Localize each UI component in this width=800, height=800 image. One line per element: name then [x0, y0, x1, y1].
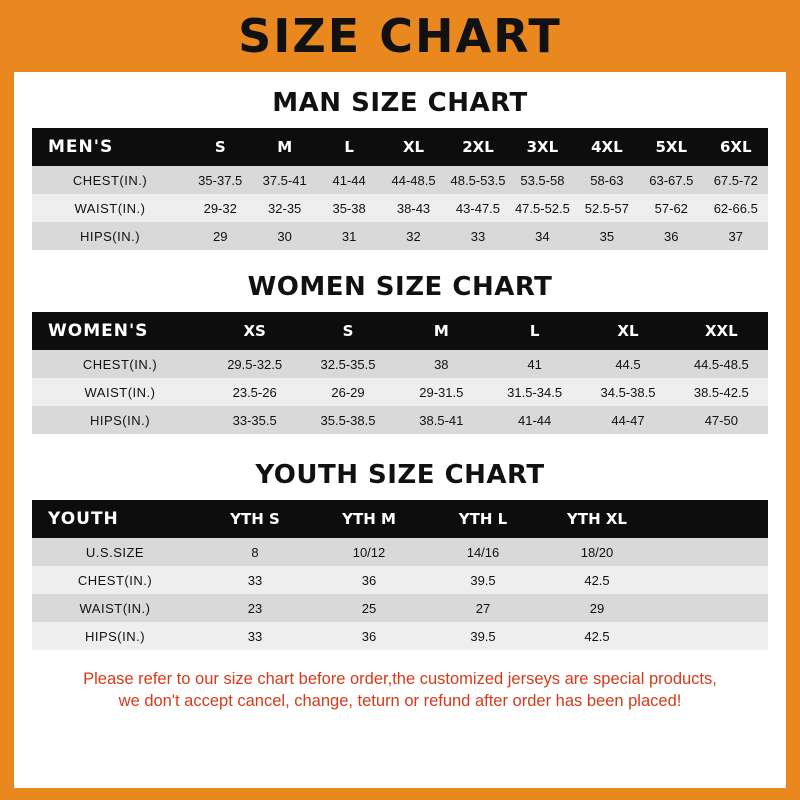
col-header: M — [433, 322, 449, 340]
women-size-table — [32, 312, 768, 434]
cell: 29 — [212, 228, 228, 244]
col-header — [654, 500, 768, 538]
col-header: L — [529, 322, 540, 340]
table-header-row — [32, 312, 768, 350]
cell: 41 — [527, 356, 542, 372]
cell: 31.5-34.5 — [507, 384, 563, 400]
cell: 23 — [247, 600, 263, 616]
cell: 38.5-42.5 — [693, 384, 749, 400]
note-line-1: Please refer to our size chart before order,the customized jerseys are special products, — [83, 670, 717, 688]
cell: 30 — [277, 228, 292, 244]
table-header-row — [32, 500, 768, 538]
cell: 27 — [475, 600, 491, 616]
bottom-accent-bar — [0, 788, 800, 800]
cell: 38.5-41 — [419, 412, 464, 428]
col-header: XXL — [704, 322, 738, 340]
cell: 52.5-57 — [584, 200, 629, 216]
cell: 53.5-58 — [520, 172, 565, 188]
cell — [654, 622, 768, 650]
cell: 38-43 — [396, 200, 431, 216]
cell: 34.5-38.5 — [600, 384, 656, 400]
women-section — [14, 272, 786, 434]
men-size-table — [32, 128, 768, 250]
cell: 38 — [434, 356, 449, 372]
col-header: YTH XL — [567, 510, 627, 528]
cell: 57-62 — [654, 200, 688, 216]
row-label: CHEST(IN.) — [82, 356, 158, 372]
cell: 44-47 — [611, 412, 645, 428]
cell: 32-35 — [268, 200, 302, 216]
row-label: HIPS(IN.) — [84, 628, 146, 644]
cell: 32 — [406, 228, 421, 244]
men-section-title: MAN SIZE CHART — [272, 88, 528, 118]
cell: 29-31.5 — [419, 384, 464, 400]
youth-section — [14, 460, 786, 650]
col-header: M — [277, 138, 293, 156]
row-label: HIPS(IN.) — [79, 228, 141, 244]
row-label: WAIST(IN.) — [74, 200, 146, 216]
cell: 33-35.5 — [232, 412, 277, 428]
row-label: CHEST(IN.) — [77, 572, 153, 588]
cell — [654, 594, 768, 622]
col-header: YTH L — [458, 510, 508, 528]
note-line-2: we don't accept cancel, change, teturn or refund after order has been placed! — [118, 692, 682, 711]
row-label: U.S.SIZE — [85, 544, 145, 560]
col-header: 6XL — [719, 138, 752, 156]
col-header: YTH S — [230, 510, 280, 528]
col-header: MEN'S — [48, 137, 114, 157]
cell: 8 — [251, 544, 259, 560]
order-policy-note — [24, 668, 776, 713]
cell: 42.5 — [584, 628, 610, 644]
cell: 41-44 — [332, 172, 366, 188]
cell: 33 — [470, 228, 486, 244]
col-header: XL — [402, 138, 425, 156]
cell: 44-48.5 — [391, 172, 436, 188]
page-header — [0, 0, 800, 72]
table-row — [32, 166, 768, 194]
cell: 35.5-38.5 — [320, 412, 376, 428]
cell: 47.5-52.5 — [514, 200, 570, 216]
cell: 35-38 — [332, 200, 366, 216]
cell: 36 — [361, 572, 377, 588]
cell: 35-37.5 — [198, 172, 243, 188]
youth-section-title: YOUTH SIZE CHART — [255, 460, 545, 490]
col-header: 3XL — [526, 138, 559, 156]
cell — [654, 566, 768, 594]
table-row — [32, 194, 768, 222]
col-header: XS — [243, 322, 266, 340]
cell: 14/16 — [466, 544, 500, 560]
page-title: SIZE CHART — [238, 9, 562, 63]
cell: 10/12 — [352, 544, 386, 560]
cell: 43-47.5 — [455, 200, 501, 216]
cell: 33 — [247, 572, 263, 588]
cell: 35 — [599, 228, 615, 244]
cell: 44.5 — [615, 356, 641, 372]
col-header: YTH M — [342, 510, 396, 528]
cell: 62-66.5 — [713, 200, 758, 216]
table-row — [32, 406, 768, 434]
cell: 41-44 — [518, 412, 552, 428]
cell: 47-50 — [704, 412, 738, 428]
table-row — [32, 566, 768, 594]
cell: 39.5 — [470, 572, 496, 588]
row-label: CHEST(IN.) — [72, 172, 148, 188]
women-section-title: WOMEN SIZE CHART — [247, 272, 553, 302]
table-row — [32, 594, 768, 622]
cell: 42.5 — [584, 572, 610, 588]
col-header: S — [214, 138, 226, 156]
row-label: WAIST(IN.) — [79, 600, 151, 616]
cell: 67.5-72 — [713, 172, 758, 188]
youth-size-table — [32, 500, 768, 650]
cell: 31 — [341, 228, 357, 244]
cell: 36 — [664, 228, 679, 244]
cell: 29 — [589, 600, 605, 616]
row-label: HIPS(IN.) — [89, 412, 151, 428]
cell: 23.5-26 — [232, 384, 277, 400]
table-row — [32, 350, 768, 378]
col-header: L — [344, 138, 354, 156]
cell: 29.5-32.5 — [227, 356, 283, 372]
row-label: WAIST(IN.) — [84, 384, 156, 400]
cell: 32.5-35.5 — [320, 356, 376, 372]
cell: 63-67.5 — [649, 172, 694, 188]
cell: 33 — [247, 628, 263, 644]
col-header: 4XL — [591, 138, 623, 156]
cell: 25 — [361, 600, 377, 616]
table-header-row — [32, 128, 768, 166]
table-row — [32, 222, 768, 250]
cell: 18/20 — [580, 544, 614, 560]
cell: 44.5-48.5 — [693, 356, 749, 372]
cell: 39.5 — [470, 628, 496, 644]
cell: 29-32 — [203, 200, 237, 216]
col-header: 2XL — [462, 138, 494, 156]
table-row — [32, 622, 768, 650]
cell: 48.5-53.5 — [450, 172, 506, 188]
cell: 36 — [361, 628, 377, 644]
col-header: WOMEN'S — [48, 321, 149, 341]
col-header: XL — [617, 322, 639, 340]
col-header: S — [342, 322, 354, 340]
cell: 37 — [728, 228, 743, 244]
cell: 37.5-41 — [262, 172, 307, 188]
cell: 34 — [535, 228, 550, 244]
men-section — [14, 88, 786, 250]
table-row — [32, 538, 768, 566]
cell: 26-29 — [331, 384, 365, 400]
table-row — [32, 378, 768, 406]
cell: 58-63 — [590, 172, 624, 188]
cell — [654, 538, 768, 566]
col-header: 5XL — [655, 138, 688, 156]
col-header: YOUTH — [48, 509, 119, 529]
